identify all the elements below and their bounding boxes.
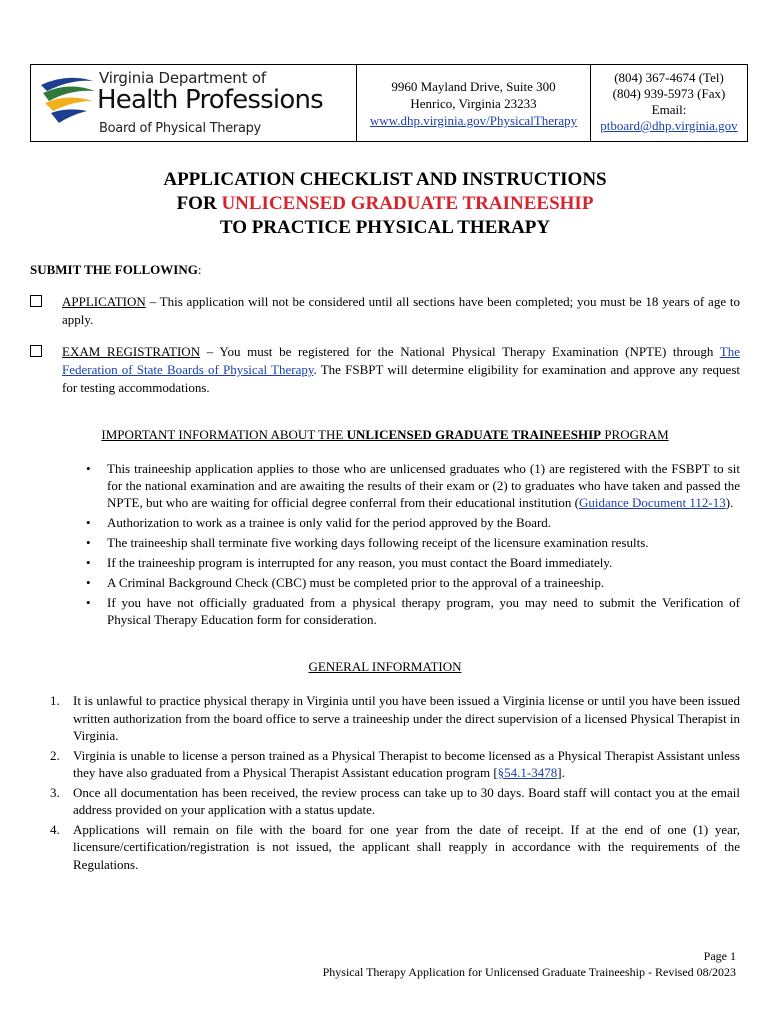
letterhead	[30, 64, 748, 142]
email-label: Email:	[651, 102, 687, 117]
item-number: 2.	[50, 747, 60, 763]
submit-label: SUBMIT THE FOLLOWING	[30, 262, 198, 277]
title-prefix: FOR	[176, 193, 217, 214]
checklist-description-end: . The FSBPT will determine eligibility for examination and approve any request for testing accommodations.	[62, 362, 740, 395]
heading-suffix: PROGRAM	[601, 427, 669, 442]
list-item	[50, 821, 740, 874]
list-item-text: This traineeship application applies to those who are unlicensed graduates who (1) are registered with the FSBPT to sit for the national examination and are awaiting the results of their exam or (2) to graduates who have taken and passed the NPTE, but who are waiting for official degree conferral from their educational institution (	[107, 461, 740, 510]
checklist-text	[62, 343, 740, 397]
submit-heading: SUBMIT THE FOLLOWING:	[30, 262, 202, 277]
document-title	[0, 168, 770, 240]
page-footer	[323, 948, 736, 980]
exam-registration-checkbox[interactable]	[30, 345, 42, 357]
address-block	[357, 65, 591, 141]
street-address: 9960 Mayland Drive, Suite 300	[391, 79, 556, 94]
logo-board-name: Board of Physical Therapy	[99, 121, 261, 136]
phone-number: (804) 367-4674 (Tel)	[614, 70, 724, 85]
agency-logo	[31, 65, 357, 141]
important-info-heading	[0, 427, 770, 443]
general-info-list	[50, 692, 740, 875]
title-highlight: UNLICENSED GRADUATE TRAINEESHIP	[221, 193, 594, 214]
item-number: 4.	[50, 821, 60, 837]
application-checkbox[interactable]	[30, 295, 42, 307]
item-number: 3.	[50, 784, 60, 800]
list-item	[50, 784, 740, 819]
list-item: • If you have not officially graduated from a physical therapy program, you may need to submit the Verification of Physical Therapy Education form for consideration.	[86, 594, 740, 628]
guidance-document-link[interactable]: Guidance Document 112-13	[578, 495, 726, 510]
email-link[interactable]: ptboard@dhp.virginia.gov	[600, 118, 738, 133]
checklist-term: EXAM REGISTRATION	[62, 344, 201, 359]
document-revision: Physical Therapy Application for Unlicensed Graduate Traineeship - Revised 08/2023	[322, 965, 736, 979]
checklist-item-exam	[30, 343, 740, 397]
list-item-text: Once all documentation has been received, the review process can take up to 30 days. Board staff will contact you at the email address provided on your application with a status update.	[73, 784, 740, 817]
statute-link[interactable]: §54.1-3478	[497, 765, 558, 780]
general-heading-text: GENERAL INFORMATION	[308, 659, 462, 674]
list-item-text-end: ].	[557, 765, 565, 780]
title-line-2	[0, 192, 770, 216]
logo-dept-text: Virginia Department of	[99, 69, 266, 87]
checklist-description: – You must be registered for the National Physical Therapy Examination (NPTE) through	[200, 344, 720, 359]
list-item	[50, 692, 740, 745]
page-number: Page 1	[703, 949, 736, 963]
logo-agency-name: Health Professions	[97, 85, 323, 115]
list-item	[50, 747, 740, 782]
list-item: • If the traineeship program is interrupted for any reason, you must contact the Board immediately.	[86, 554, 740, 571]
list-item-text-end: ).	[725, 495, 734, 510]
general-info-heading	[0, 659, 770, 675]
checklist-term: APPLICATION	[62, 294, 146, 309]
fsbpt-link[interactable]: The Federation of State Boards of Physical Therapy	[62, 344, 740, 377]
list-item-text: Virginia is unable to license a person trained as a Physical Therapist to become licensed as a Physical Therapist Assistant unless they have also graduated from a Physical Therapist Assistant education program [	[73, 747, 740, 780]
title-line-1: APPLICATION CHECKLIST AND INSTRUCTIONS	[163, 169, 607, 190]
checklist-description: – This application will not be considered until all sections have been completed; you must be 18 years of age to apply.	[62, 294, 740, 327]
checklist-text	[62, 293, 740, 329]
checklist-item-application	[30, 293, 740, 329]
important-info-list	[86, 460, 740, 631]
contact-block	[591, 65, 747, 141]
city-state-zip: Henrico, Virginia 23233	[410, 96, 537, 111]
website-link[interactable]: www.dhp.virginia.gov/PhysicalTherapy	[369, 113, 578, 128]
list-item	[86, 460, 740, 511]
list-item: • The traineeship shall terminate five working days following receipt of the licensure examination results.	[86, 534, 740, 551]
list-item-text: It is unlawful to practice physical therapy in Virginia until you have been issued a Virginia license or until you have been issued written authorization from the board office to serve a traineeship under the direct supervision of a licensed Physical Therapist in Virginia.	[73, 693, 740, 743]
list-item-text: Applications will remain on file with the board for one year from the date of receipt. If at the end of one (1) year, licensure/certification/registration is not issued, the applicant shall reapply in accordance with the requirements of the Regulations.	[73, 821, 740, 872]
list-item: • A Criminal Background Check (CBC) must be completed prior to the approval of a traineeship.	[86, 574, 740, 591]
dhp-swoosh-icon	[37, 71, 97, 135]
item-number: 1.	[50, 693, 60, 708]
fax-number: (804) 939-5973 (Fax)	[612, 86, 726, 101]
heading-prefix: IMPORTANT INFORMATION ABOUT THE	[101, 427, 347, 442]
heading-bold: UNLICENSED GRADUATE TRAINEESHIP	[346, 427, 602, 442]
list-item: • Authorization to work as a trainee is only valid for the period approved by the Board.	[86, 514, 740, 531]
title-line-3: TO PRACTICE PHYSICAL THERAPY	[219, 217, 551, 238]
